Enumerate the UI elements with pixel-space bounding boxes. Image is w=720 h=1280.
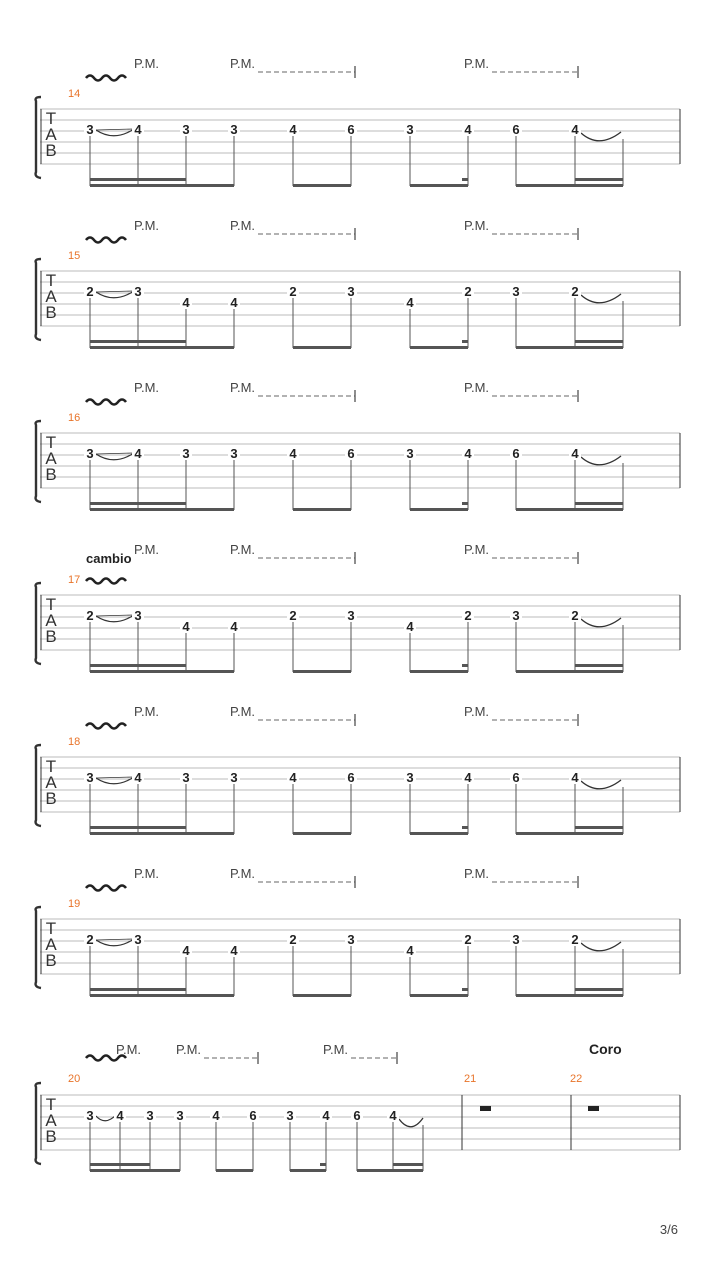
whole-rest: [588, 1106, 599, 1111]
fret-number: 4: [571, 122, 579, 137]
beam-secondary: [575, 178, 623, 181]
system-18: [36, 704, 680, 835]
beam-primary: [516, 670, 623, 673]
fret-number: 4: [230, 943, 238, 958]
fret-number: 3: [86, 770, 94, 785]
fret-number: 3: [182, 446, 190, 461]
vibrato-symbol: [86, 400, 126, 405]
beam-secondary: [575, 340, 623, 343]
measure-number: 17: [68, 574, 81, 586]
beam-partial: [462, 502, 468, 505]
fret-number: 6: [347, 770, 355, 785]
fret-number: 2: [464, 932, 472, 947]
beam-secondary: [90, 502, 186, 505]
beam-secondary: [575, 664, 623, 667]
fret-number: 4: [289, 122, 297, 137]
tie-slur: [581, 942, 621, 951]
tie-slur: [581, 456, 621, 465]
beam-primary: [293, 832, 351, 835]
beam-partial: [462, 340, 468, 343]
fret-number: 4: [182, 943, 190, 958]
fret-number: 3: [182, 122, 190, 137]
palm-mute-label: P.M.: [464, 866, 490, 881]
fret-number: 3: [176, 1108, 184, 1123]
system-19: [36, 866, 680, 997]
fret-number: 4: [571, 770, 579, 785]
section-annotation: Coro: [589, 1041, 622, 1057]
system-17: [36, 542, 680, 673]
slide-line: [96, 777, 134, 778]
fret-number: 4: [182, 619, 190, 634]
fret-number: 2: [464, 608, 472, 623]
fret-number: 6: [512, 770, 520, 785]
fret-number: 6: [249, 1108, 257, 1123]
tie-slur: [581, 294, 621, 303]
beam-primary: [90, 184, 234, 187]
measure-number: 19: [68, 898, 81, 910]
palm-mute-label: P.M.: [323, 1042, 349, 1057]
vibrato-symbol: [86, 579, 126, 584]
slide-line: [96, 939, 134, 940]
beam-primary: [410, 508, 468, 511]
beam-partial: [462, 178, 468, 181]
beam-primary: [90, 832, 234, 835]
beam-primary: [410, 184, 468, 187]
tab-clef-a: A: [45, 611, 57, 630]
beam-primary: [90, 1169, 180, 1172]
tab-clef-b: B: [45, 303, 57, 322]
beam-primary: [293, 184, 351, 187]
beam-secondary: [90, 826, 186, 829]
fret-number: 2: [86, 932, 94, 947]
palm-mute-label: P.M.: [230, 704, 256, 719]
palm-mute-label: P.M.: [464, 704, 490, 719]
palm-mute-label: P.M.: [230, 56, 256, 71]
beam-secondary: [90, 178, 186, 181]
measure-number: 21: [464, 1073, 477, 1085]
tab-clef-a: A: [45, 1111, 57, 1130]
fret-number: 2: [571, 932, 579, 947]
fret-number: 3: [134, 932, 142, 947]
beam-primary: [293, 508, 351, 511]
fret-number: 4: [116, 1108, 124, 1123]
palm-mute-label: P.M.: [134, 56, 160, 71]
fret-number: 3: [146, 1108, 154, 1123]
tab-clef-t: T: [45, 919, 57, 938]
palm-mute-label: P.M.: [230, 542, 256, 557]
fret-number: 2: [289, 608, 297, 623]
fret-number: 4: [464, 122, 472, 137]
fret-number: 4: [406, 295, 414, 310]
fret-number: 6: [512, 446, 520, 461]
beam-primary: [90, 346, 234, 349]
fret-number: 3: [286, 1108, 294, 1123]
palm-mute-label: P.M.: [134, 380, 160, 395]
fret-number: 4: [289, 770, 297, 785]
tab-clef-a: A: [45, 773, 57, 792]
beam-primary: [293, 346, 351, 349]
beam-primary: [516, 994, 623, 997]
slide-line: [96, 615, 134, 616]
tab-clef-t: T: [45, 757, 57, 776]
fret-number: 4: [134, 122, 142, 137]
fret-number: 4: [182, 295, 190, 310]
beam-primary: [410, 670, 468, 673]
beam-secondary: [393, 1163, 423, 1166]
beam-primary: [516, 346, 623, 349]
beam-primary: [410, 994, 468, 997]
beam-primary: [410, 832, 468, 835]
vibrato-symbol: [86, 76, 126, 81]
beam-partial: [462, 988, 468, 991]
fret-number: 2: [571, 284, 579, 299]
fret-number: 6: [347, 446, 355, 461]
beam-primary: [516, 508, 623, 511]
tab-clef-a: A: [45, 935, 57, 954]
fret-number: 3: [406, 122, 414, 137]
vibrato-symbol: [86, 238, 126, 243]
fret-number: 3: [230, 122, 238, 137]
fret-number: 3: [134, 608, 142, 623]
fret-number: 3: [347, 932, 355, 947]
beam-secondary: [575, 826, 623, 829]
tie-slur: [581, 618, 621, 627]
slide-line: [96, 291, 134, 292]
measure-number: 16: [68, 412, 81, 424]
fret-number: 6: [347, 122, 355, 137]
fret-number: 3: [86, 446, 94, 461]
vibrato-symbol: [86, 886, 126, 891]
system-14: [36, 56, 680, 187]
beam-primary: [516, 832, 623, 835]
fret-number: 4: [406, 619, 414, 634]
fret-number: 2: [289, 932, 297, 947]
palm-mute-label: P.M.: [464, 218, 490, 233]
fret-number: 4: [230, 295, 238, 310]
whole-rest: [480, 1106, 491, 1111]
palm-mute-label: P.M.: [116, 1042, 142, 1057]
measure-number: 20: [68, 1073, 81, 1085]
palm-mute-label: P.M.: [464, 380, 490, 395]
beam-secondary: [575, 502, 623, 505]
slide-line: [96, 129, 134, 130]
beam-secondary: [90, 1163, 150, 1166]
tie-slur: [581, 132, 621, 141]
tab-clef-b: B: [45, 627, 57, 646]
tab-clef-t: T: [45, 433, 57, 452]
fret-number: 4: [571, 446, 579, 461]
beam-primary: [516, 184, 623, 187]
fret-number: 4: [212, 1108, 220, 1123]
fret-number: 2: [289, 284, 297, 299]
measure-number: 18: [68, 736, 81, 748]
fret-number: 4: [322, 1108, 330, 1123]
palm-mute-label: P.M.: [464, 542, 490, 557]
system-15: [36, 218, 680, 349]
fret-number: 2: [86, 284, 94, 299]
vibrato-symbol: [86, 724, 126, 729]
tab-clef-a: A: [45, 125, 57, 144]
fret-number: 3: [182, 770, 190, 785]
fret-number: 3: [512, 284, 520, 299]
palm-mute-label: P.M.: [134, 218, 160, 233]
fret-number: 4: [464, 446, 472, 461]
beam-primary: [90, 508, 234, 511]
tie-slur: [399, 1118, 423, 1127]
beam-primary: [293, 994, 351, 997]
fret-number: 2: [571, 608, 579, 623]
beam-primary: [90, 670, 234, 673]
tie-slur: [581, 780, 621, 789]
fret-number: 3: [347, 608, 355, 623]
beam-primary: [293, 670, 351, 673]
beam-primary: [357, 1169, 423, 1172]
measure-number: 22: [570, 1073, 583, 1085]
measure-number: 14: [68, 88, 81, 100]
fret-number: 3: [230, 446, 238, 461]
fret-number: 3: [512, 608, 520, 623]
beam-partial: [462, 664, 468, 667]
fret-number: 6: [512, 122, 520, 137]
section-annotation: cambio: [86, 551, 132, 566]
slide-line: [96, 453, 134, 454]
palm-mute-label: P.M.: [230, 866, 256, 881]
fret-number: 3: [406, 770, 414, 785]
palm-mute-label: P.M.: [464, 56, 490, 71]
fret-number: 6: [353, 1108, 361, 1123]
fret-number: 3: [86, 122, 94, 137]
tab-clef-t: T: [45, 1095, 57, 1114]
fret-number: 3: [86, 1108, 94, 1123]
beam-primary: [216, 1169, 253, 1172]
fret-number: 4: [289, 446, 297, 461]
palm-mute-label: P.M.: [230, 218, 256, 233]
fret-number: 4: [406, 943, 414, 958]
fret-number: 4: [134, 446, 142, 461]
beam-partial: [320, 1163, 326, 1166]
tab-clef-b: B: [45, 951, 57, 970]
tab-clef-b: B: [45, 141, 57, 160]
palm-mute-label: P.M.: [134, 704, 160, 719]
beam-secondary: [90, 340, 186, 343]
beam-secondary: [90, 664, 186, 667]
fret-number: 2: [464, 284, 472, 299]
palm-mute-label: P.M.: [230, 380, 256, 395]
beam-secondary: [575, 988, 623, 991]
beam-primary: [90, 994, 234, 997]
fret-number: 3: [406, 446, 414, 461]
fret-number: 4: [134, 770, 142, 785]
fret-number: 4: [464, 770, 472, 785]
fret-number: 2: [86, 608, 94, 623]
palm-mute-label: P.M.: [134, 542, 160, 557]
system-16: [36, 380, 680, 511]
beam-secondary: [90, 988, 186, 991]
palm-mute-label: P.M.: [176, 1042, 202, 1057]
measure-number: 15: [68, 250, 81, 262]
tab-clef-a: A: [45, 287, 57, 306]
tab-clef-t: T: [45, 271, 57, 290]
tab-clef-b: B: [45, 465, 57, 484]
tab-clef-b: B: [45, 789, 57, 808]
page-number: 3/6: [659, 1222, 678, 1237]
beam-primary: [290, 1169, 326, 1172]
fret-number: 3: [347, 284, 355, 299]
beam-primary: [410, 346, 468, 349]
fret-number: 3: [134, 284, 142, 299]
fret-number: 4: [230, 619, 238, 634]
tab-clef-t: T: [45, 109, 57, 128]
palm-mute-label: P.M.: [134, 866, 160, 881]
fret-number: 3: [230, 770, 238, 785]
beam-partial: [462, 826, 468, 829]
tab-clef-b: B: [45, 1127, 57, 1146]
fret-number: 3: [512, 932, 520, 947]
tab-clef-a: A: [45, 449, 57, 468]
hammer-on-slur: [96, 1115, 116, 1121]
system-20: [36, 1041, 680, 1172]
fret-number: 4: [389, 1108, 397, 1123]
tab-clef-t: T: [45, 595, 57, 614]
